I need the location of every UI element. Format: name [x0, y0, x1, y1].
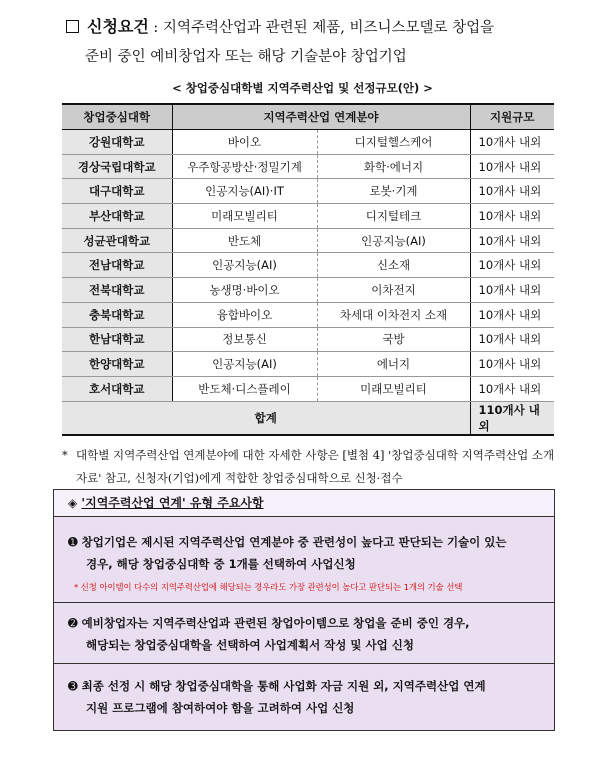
header-university: 창업중심대학: [62, 104, 172, 130]
requirements-line1: [66, 12, 576, 43]
notice-item-line2: 지원 프로그램에 참여하여야 함을 고려하여 사업 신청: [86, 701, 355, 715]
scale-cell: 10개사 내외: [470, 154, 554, 179]
field1-cell: 정보통신: [172, 327, 317, 352]
checkbox-square-icon: [66, 20, 79, 33]
scale-cell: 10개사 내외: [470, 352, 554, 377]
field1-cell: 미래모빌리티: [172, 204, 317, 229]
header-field: 지역주력산업 연계분야: [172, 104, 470, 130]
footnote-text: 대학별 지역주력산업 연계분야에 대한 자세한 사항은 [별첨 4] '창업중심대학 지역주력산업 소개자료' 참고, 신청자(기업)에게 적합한 창업중심대학으로 신청·접수: [76, 448, 555, 485]
notice-item-line1: [68, 531, 542, 553]
table-row: [62, 302, 554, 327]
scale-cell: 10개사 내외: [470, 302, 554, 327]
notice-item-2: [54, 604, 554, 664]
table-total-row: [62, 401, 554, 435]
university-table: [62, 103, 554, 436]
table-row: [62, 204, 554, 229]
scale-cell: 10개사 내외: [470, 204, 554, 229]
university-cell: 한양대학교: [62, 352, 172, 377]
notice-item-line2: 해당되는 창업중심대학을 선택하여 사업계획서 작성 및 사업 신청: [86, 638, 414, 652]
notice-panel: [53, 489, 555, 731]
table-row: [62, 253, 554, 278]
notice-title: [54, 490, 554, 517]
table-row: [62, 179, 554, 204]
scale-cell: 10개사 내외: [470, 179, 554, 204]
field1-cell: 인공지능(AI): [172, 352, 317, 377]
table-row: [62, 327, 554, 352]
table-row: [62, 376, 554, 401]
footnote-star: *: [62, 448, 68, 462]
field2-cell: 디지털테크: [317, 204, 470, 229]
field2-cell: 차세대 이차전지 소재: [317, 302, 470, 327]
notice-item-3: [54, 665, 554, 728]
total-value: 110개사 내외: [470, 401, 554, 435]
university-cell: 경상국립대학교: [62, 154, 172, 179]
university-cell: 한남대학교: [62, 327, 172, 352]
field1-cell: 융합바이오: [172, 302, 317, 327]
university-cell: 강원대학교: [62, 130, 172, 155]
scale-cell: 10개사 내외: [470, 278, 554, 303]
table-row: [62, 352, 554, 377]
notice-title-text: '지역주력산업 연계' 유형 주요사항: [81, 496, 264, 510]
number-1-icon: ➊: [68, 535, 78, 549]
field2-cell: 화학·에너지: [317, 154, 470, 179]
table-header-row: [62, 104, 554, 130]
table-row: [62, 228, 554, 253]
number-2-icon: ➋: [68, 616, 78, 630]
notice-item-text: 창업기업은 제시된 지역주력산업 연계분야 중 관련성이 높다고 판단되는 기술이 있는: [81, 535, 507, 549]
field1-cell: 인공지능(AI): [172, 253, 317, 278]
scale-cell: 10개사 내외: [470, 228, 554, 253]
total-label: 합계: [62, 401, 470, 435]
scale-cell: 10개사 내외: [470, 376, 554, 401]
notice-item-line2: 경우, 해당 창업중심대학 중 1개를 선택하여 사업신청: [86, 557, 356, 571]
university-cell: 충북대학교: [62, 302, 172, 327]
table-row: [62, 154, 554, 179]
field2-cell: 신소재: [317, 253, 470, 278]
field1-cell: 반도체·디스플레이: [172, 376, 317, 401]
field2-cell: 에너지: [317, 352, 470, 377]
table-row: [62, 130, 554, 155]
header-scale: 지원규모: [470, 104, 554, 130]
requirements-section: [66, 12, 576, 72]
scale-cell: 10개사 내외: [470, 130, 554, 155]
field1-cell: 우주항공방산·정밀기계: [172, 154, 317, 179]
field2-cell: 국방: [317, 327, 470, 352]
scale-cell: 10개사 내외: [470, 253, 554, 278]
requirements-text-line1: : 지역주력산업과 관련된 제품, 비즈니스모델로 창업을: [148, 20, 495, 36]
university-cell: 부산대학교: [62, 204, 172, 229]
requirements-heading: 신청요건: [87, 17, 149, 36]
notice-item-line1: [68, 675, 542, 697]
university-cell: 호서대학교: [62, 376, 172, 401]
field1-cell: 농생명·바이오: [172, 278, 317, 303]
field2-cell: 미래모빌리티: [317, 376, 470, 401]
notice-item-1: [54, 517, 554, 603]
table-caption: < 창업중심대학별 지역주력산업 및 선정규모(안) >: [172, 81, 433, 95]
notice-subnote: * 신청 아이템이 다수의 지역주력산업에 해당되는 경우라도 가장 관련성이 높다고 판단되는 1개의 기술 선택: [74, 582, 463, 592]
field2-cell: 인공지능(AI): [317, 228, 470, 253]
requirements-text-line2: 준비 중인 예비창업자 또는 해당 기술분야 창업기업: [85, 49, 407, 65]
notice-item-text: 예비창업자는 지역주력산업과 관련된 창업아이템으로 창업을 준비 중인 경우,: [81, 616, 470, 630]
scale-cell: 10개사 내외: [470, 327, 554, 352]
footnote: [62, 444, 558, 490]
university-cell: 전남대학교: [62, 253, 172, 278]
table-row: [62, 278, 554, 303]
field2-cell: 이차전지: [317, 278, 470, 303]
field1-cell: 인공지능(AI)·IT: [172, 179, 317, 204]
field1-cell: 반도체: [172, 228, 317, 253]
field2-cell: 디지털헬스케어: [317, 130, 470, 155]
university-cell: 성균관대학교: [62, 228, 172, 253]
field2-cell: 로봇·기계: [317, 179, 470, 204]
university-cell: 전북대학교: [62, 278, 172, 303]
diamond-icon: ◈: [68, 496, 78, 510]
number-3-icon: ➌: [68, 679, 78, 693]
field1-cell: 바이오: [172, 130, 317, 155]
notice-item-text: 최종 선정 시 해당 창업중심대학을 통해 사업화 자금 지원 외, 지역주력산업 연계: [81, 679, 486, 693]
university-cell: 대구대학교: [62, 179, 172, 204]
notice-item-line1: [68, 612, 542, 634]
